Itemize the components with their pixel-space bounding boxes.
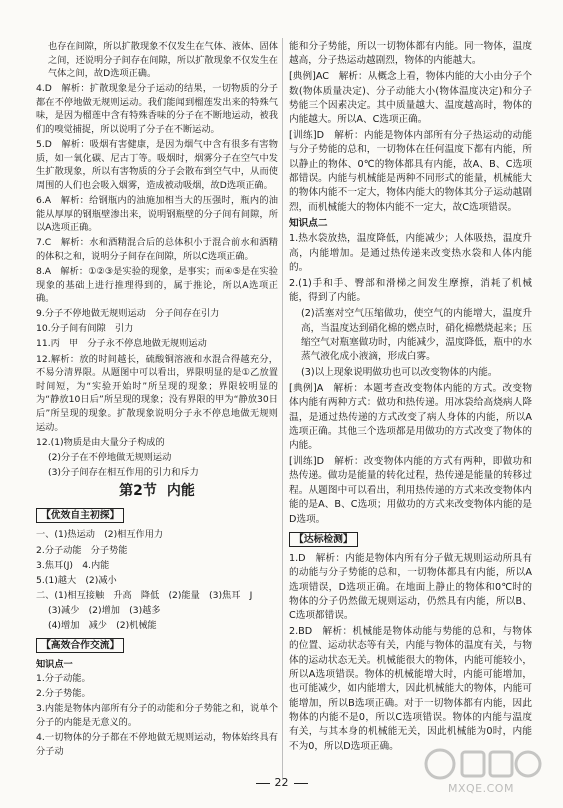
right-column — [289, 40, 532, 756]
chapter-heading — [36, 482, 278, 500]
answer-paragraph: 也存在间隙，所以扩散现象不仅发生在气体、液体、固体之间，还说明分子间存在间隙，所以扩散现象不仅发生在气体之间，故D选项正确。 — [48, 41, 278, 80]
preview-answer-item: 二、(1)相互接触 升高 降低 (2)能量 (3)焦耳 J — [36, 589, 253, 601]
chapter-title: 内能 — [166, 483, 195, 500]
preview-answer-list — [36, 528, 278, 632]
chapter-number: 第2节 — [119, 483, 157, 500]
answer-paragraph: 8.A 解析：①②③是实验的现象，是事实；而④⑤是在实验现象的基础上进行推理得到的，属于推论，所以A选项正确。 — [36, 266, 278, 305]
preview-answer-item: 一、(1)热运动 (2)相互作用力 — [36, 529, 164, 541]
preview-answer-item: 3.焦耳(J) 4.内能 — [36, 559, 110, 571]
answer-paragraph: 4.D 解析：扩散现象是分子运动的结果，一切物质的分子都在不停地做无规则运动。我们能闻到榴莲发出来的特殊气味，是因为榴莲中含有特殊香味的分子在不断地运动，被我们的嗅觉捕捉，所以说明了分子在不断运动。 — [36, 83, 278, 136]
answer-paragraph: 6.A 解析：给钢瓶内的油施加相当大的压强时，瓶内的油能从厚厚的钢瓶壁渗出来，说明钢瓶壁的分子间有间隙，所以A选项正确。 — [36, 195, 278, 234]
continued-paragraph: 能和分子势能，所以一切物体都有内能。同一物体，温度越高，分子热运动越剧烈，物体的内能越大。 — [289, 41, 532, 67]
preview-answer-item: 5.(1)越大 (2)减小 — [36, 574, 117, 586]
knowledge-point-one-list — [36, 672, 278, 758]
footer-dash-right — [294, 783, 308, 784]
watermark-logo — [420, 744, 548, 798]
training-two: [训练]D 解析：改变物体内能的方式有两种，即做功和热传递。做功是能量的转化过程，热传递是能量的转移过程。从题图中可以看出，利用热传递的方式来改变物体内能的是A、B、C选项；用做功的方式来改变物体内能的是D选项。 — [289, 456, 532, 525]
knowledge-point-item: (3)以上现象说明做功也可以改变物体的内能。 — [301, 367, 498, 379]
answer-paragraph: (2)分子在不停地做无规则运动 — [48, 451, 172, 463]
answer-paragraph: 10.分子间有间隙 引力 — [36, 323, 134, 335]
test-answer-item: 1.D 解析：内能是物体内所有分子做无规则运动所具有的动能与分子势能的总和，一切物体都具有内能，所以A选项错误，D选项正确。在地面上静止的物体和0℃时的物体的分子仍然做无规则运动，仍然具有内能，所以B、C选项都错误。 — [289, 552, 532, 622]
watermark-text: MXQE.COM — [448, 782, 514, 795]
preview-answer-item: (3)减少 (2)增加 (3)越多 — [48, 604, 161, 616]
left-column — [36, 40, 278, 760]
knowledge-point-two-list — [289, 232, 532, 380]
answer-paragraph: 12.(1)物质是由大量分子构成的 — [36, 436, 165, 448]
knowledge-point-item: 1.分子动能。 — [36, 673, 91, 685]
preview-answer-item: 2.分子动能 分子势能 — [36, 544, 128, 556]
knowledge-point-item: 1.热水袋放热，温度降低，内能减少；人体吸热，温度升高，内能增加。是通过热传递来改变热水袋和人体内能的。 — [289, 233, 532, 274]
footer-dash-left — [256, 783, 270, 784]
knowledge-point-item: 3.内能是物体内部所有分子的动能和分子势能之和，说单个分子的内能是无意义的。 — [36, 703, 278, 728]
answer-paragraph: (3)分子间存在相互作用的引力和斥力 — [48, 466, 199, 478]
left-paragraph-list — [36, 40, 278, 479]
test-answer-item: 2.BD 解析：机械能是物体动能与势能的总和，与物体的位置、运动状态等有关，内能与物体的温度有关，与物体的运动状态无关。机械能很大的物体，内能可能较小，所以A选项错误。物体的机械能增大时，内能可能增加，也可能减少，如内能增大，因此机械能大的物体，内能可能增加，所以B选项正确。对于一切物体都有内能，因此物体的内能不是0，所以C选项错误。物体的内能与温度有关，与其本身的机械能无关，因此机械能为0时，内能不为0，所以D选项正确。 — [289, 626, 532, 752]
example-two: [典例]A 解析：本题考查改变物体内能的方式。改变物体内能有两种方式：做功和热传递。用冰袋给高烧病人降温，是通过热传递的方式改变了病人身体的内能，所以A选项正确。其他三个选项都是用做功的方式改变了物体的内能。 — [289, 382, 532, 452]
knowledge-point-item: 4.一切物体的分子都在不停地做无规则运动，物体始终具有分子动 — [36, 732, 278, 757]
preview-answer-item: (4)增加 减少 (2)机械能 — [48, 619, 157, 631]
knowledge-point-item: 2.(1)手和手、臀部和滑梯之间发生摩擦，消耗了机械能，得到了内能。 — [289, 278, 532, 304]
knowledge-point-two-title: 知识点二 — [289, 218, 328, 230]
section-tag-cooperation: 【高效合作交流】 — [36, 638, 124, 653]
section-tag-preview: 【优效自主初探】 — [36, 508, 124, 523]
knowledge-point-item: (2)活塞对空气压缩做功，使空气的内能增大，温度升高，当温度达到硝化棉的燃点时，硝化棉燃烧起来；压缩空气对瓶塞做功时，内能减少，温度降低，瓶中的水蒸气液化成小液滴，形成白雾。 — [301, 308, 532, 363]
page-number: 22 — [274, 776, 289, 789]
answer-paragraph: 5.D 解析：吸烟有害健康，是因为烟气中含有很多有害物质，如一氧化碳、尼古丁等。吸烟时，烟雾分子在空气中发生扩散现象，所以有害物质的分子会散布到空气中，从而使周围的人们也会吸入烟雾，造成被动吸烟，故D选项正确。 — [36, 139, 278, 191]
test-answer-list — [289, 552, 532, 754]
answer-paragraph: 9.分子不停地做无规则运动 分子间存在引力 — [36, 308, 220, 320]
example-one: [典例]AC 解析：从概念上看，物体内能的大小由分子个数(物体质量决定)、分子动能大小(物体温度决定)和分子势能三个因素决定。其中质量越大、温度越高时，物体的内能越大。所以A、C选项正确。 — [289, 71, 532, 126]
knowledge-point-item: 2.分子势能。 — [36, 688, 91, 700]
column-divider — [282, 38, 283, 778]
watermark-logo-icon — [420, 744, 548, 784]
knowledge-point-one-title: 知识点一 — [36, 658, 73, 670]
answer-paragraph: 12.解析：放的时间越长，硫酸铜溶液和水混合得越充分，不易分清界限。从题图中可以看出，界限明显的是①乙放置时间短，为“实验开始时”所呈现的现象；界限较明显的为“静放10日后”所呈现的现象；没有界限的甲为“静放30日后”所呈现的现象。扩散现象说明分子永不停息地做无规则运动。 — [36, 353, 278, 433]
answer-paragraph: 7.C 解析：水和酒精混合后的总体积小于混合前水和酒精的体积之和，说明分子间存在间隙，所以C选项正确。 — [36, 237, 278, 262]
training-one: [训练]D 解析：内能是物体内部所有分子热运动的动能与分子势能的总和，一切物体在任何温度下都有内能，所以静止的物体、0℃的物体都具有内能，故A、B、C选项都错误。内能与机械能是两种不同形式的能量，机械能大的物体内能不一定大，物体内能大的物体其分子运动越剧烈，而机械能大的物体内能不一定大，故C选项错误。 — [289, 130, 532, 213]
section-tag-test: 【达标检测】 — [289, 532, 358, 547]
answer-paragraph: 11.丙 甲 分子永不停息地做无规则运动 — [36, 338, 207, 350]
